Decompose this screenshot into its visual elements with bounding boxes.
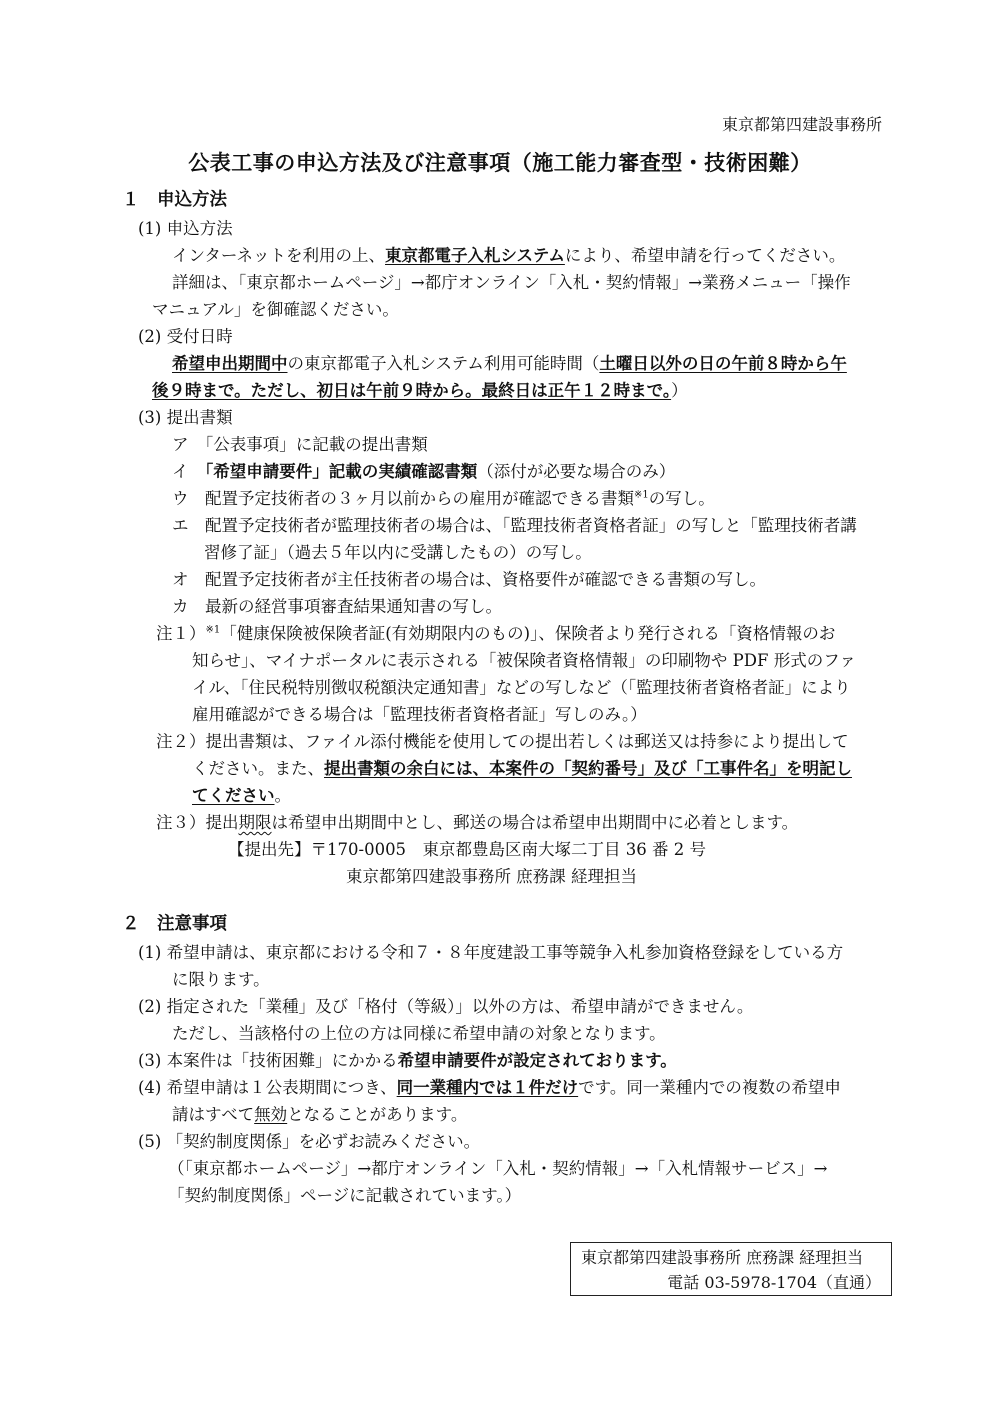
doc-ka: カ 最新の経営事項審査結果通知書の写し。 (172, 597, 502, 616)
note-2-line2: ください。また、提出書類の余白には、本案件の「契約番号」及び「工事件名」を明記し (192, 759, 852, 778)
item-1-3-label: (3) 提出書類 (138, 408, 233, 427)
doc-o: オ 配置予定技術者が主任技術者の場合は、資格要件が確認できる書類の写し。 (172, 570, 766, 589)
notice-5-line1: (5) 「契約制度関係」を必ずお読みください。 (138, 1132, 481, 1151)
doc-e-line1: エ 配置予定技術者が監理技術者の場合は、「監理技術者資格者証」の写しと「監理技術者講 (172, 516, 857, 535)
note-2-line1: 注２）提出書類は、ファイル添付機能を使用しての提出若しくは郵送又は持参により提出して (156, 732, 849, 751)
item-1-1-line2: 詳細は、「東京都ホームページ」→都庁オンライン「入札・契約情報」→業務メニュー「操作 (172, 273, 851, 292)
notice-1-line2: に限ります。 (172, 970, 270, 989)
note-1-line4: 雇用確認ができる場合は「監理技術者資格者証」写しのみ。） (192, 705, 647, 724)
section-1-heading: １ 申込方法 (122, 190, 227, 210)
note-1-line3: イル、「住民税特別徴収税額決定通知書」などの写しなど（「監理技術者資格者証」により (192, 678, 851, 697)
doc-u: ウ 配置予定技術者の３ヶ月以前からの雇用が確認できる書類$^{※1}$の写し。 (172, 489, 715, 508)
notice-4-line2: 請はすべて無効となることがあります。 (172, 1105, 468, 1124)
note-1-line1: 注１）$^{※1}$「健康保険被保険者証(有効期限内のもの)」、保険者より発行される「資格情報のお (156, 624, 836, 643)
page-title: 公表工事の申込方法及び注意事項（施工能力審査型・技術困難） (188, 151, 812, 175)
note-3: 注３）提出期限は希望申出期間中とし、郵送の場合は希望申出期間中に必着とします。 (156, 813, 799, 832)
item-1-2-line2: 後９時まで。ただし、初日は午前９時から。最終日は正午１２時まで。） (152, 381, 688, 400)
notice-2-line1: (2) 指定された「業種」及び「格付（等級）」以外の方は、希望申請ができません。 (138, 997, 754, 1016)
submission-address: 【提出先】〒170-0005 東京都豊島区南大塚二丁目 36 番 2 号 (228, 840, 707, 859)
org-name: 東京都第四建設事務所 (721, 115, 882, 134)
notice-5-line2: （「東京都ホームページ」→都庁オンライン「入札・契約情報」→「入札情報サービス」→ (168, 1159, 828, 1178)
doc-a: ア 「公表事項」に記載の提出書類 (172, 435, 428, 454)
notice-3: (3) 本案件は「技術困難」にかかる希望申請要件が設定されております。 (138, 1051, 677, 1070)
submission-office: 東京都第四建設事務所 庶務課 経理担当 (346, 867, 637, 886)
notice-1-line1: (1) 希望申請は、東京都における令和７・８年度建設工事等競争入札参加資格登録をしている方 (138, 943, 844, 962)
note-2-line3: てください。 (192, 786, 291, 805)
item-1-1-line3: マニュアル」を御確認ください。 (152, 300, 399, 319)
doc-i: イ 「希望申請要件」記載の実績確認書類（添付が必要な場合のみ） (172, 462, 676, 481)
item-1-2-label: (2) 受付日時 (138, 327, 233, 346)
contact-phone: 電話 03-5978-1704（直通） (667, 1273, 881, 1292)
e-bid-system: 東京都電子入札システム (385, 246, 565, 265)
note-1-line2: 知らせ」、マイナポータルに表示される「被保険者資格情報」の印刷物や PDF 形式のファ (192, 651, 856, 670)
item-1-2-line1: 希望申出期間中の東京都電子入札システム利用可能時間（土曜日以外の日の午前８時から午 (172, 354, 847, 373)
item-1-1-label: (1) 申込方法 (138, 219, 233, 238)
doc-e-line2: 習修了証」（過去５年以内に受講したもの）の写し。 (204, 543, 592, 562)
notice-4-line1: (4) 希望申請は１公表期間につき、同一業種内では１件だけです。同一業種内での複数の希望申 (138, 1078, 841, 1097)
contact-box (570, 1242, 892, 1296)
item-1-1-line1: インターネットを利用の上、東京都電子入札システムにより、希望申請を行ってください。 (172, 246, 846, 265)
notice-5-line3: 「契約制度関係」ページに記載されています。） (168, 1186, 522, 1205)
contact-office: 東京都第四建設事務所 庶務課 経理担当 (581, 1248, 864, 1267)
notice-2-line2: ただし、当該格付の上位の方は同様に希望申請の対象となります。 (172, 1024, 666, 1043)
section-2-heading: ２ 注意事項 (122, 914, 227, 934)
